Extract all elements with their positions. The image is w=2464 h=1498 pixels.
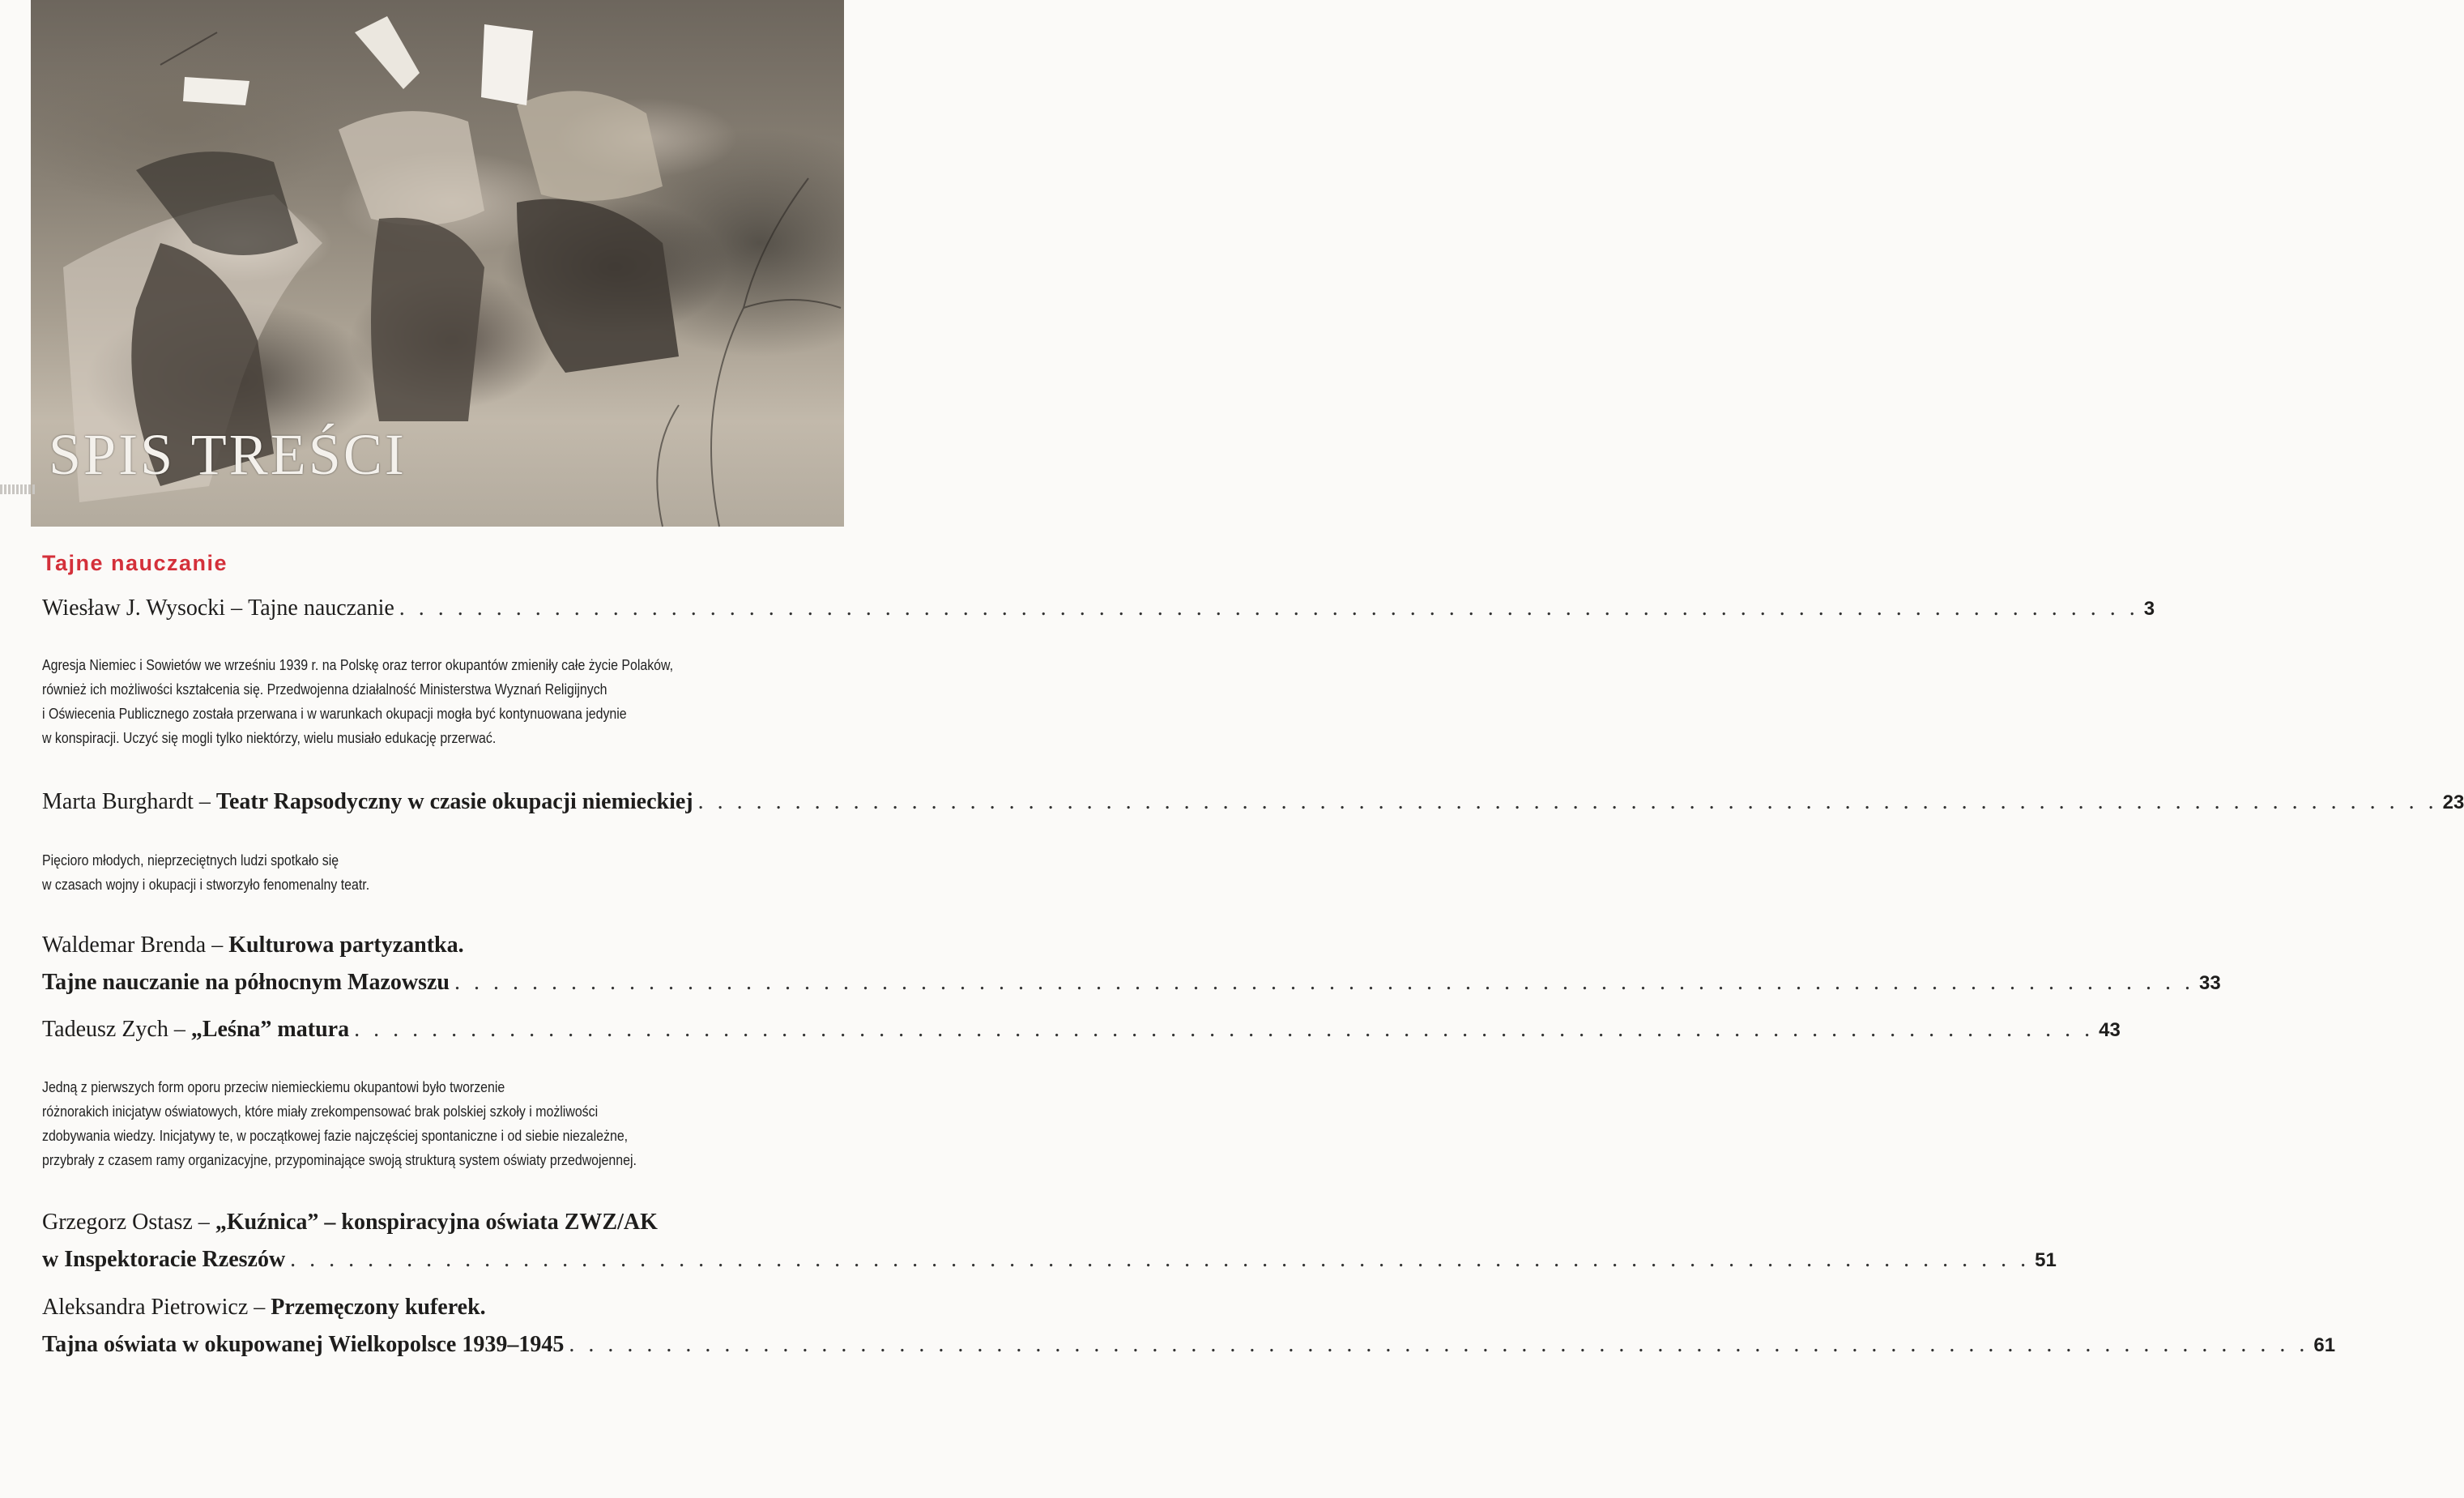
- header-photo: [31, 0, 844, 527]
- edge-scan-mark: [0, 484, 36, 494]
- description-line: i Oświecenia Publicznego została przerwana i w warunkach okupacji mogła być kontynuowana jedynie: [42, 705, 627, 722]
- entry-title: Kulturowa partyzantka.: [228, 933, 464, 958]
- entry-leader: . . . . . . . . . . . . . . . . . . . . . . . . . . . . . . . . . . . . . . . . . . . . . . . . . . . . . . . . . . . . . . . . . . . . . . . . . . . . . . . . . . . . . . . . . .: [399, 595, 2139, 621]
- entry-title: Tajne nauczanie: [248, 595, 394, 621]
- toc-entry-ostasz-line2[interactable]: [42, 1246, 2057, 1274]
- toc-entry-brenda-line2[interactable]: [42, 969, 2221, 997]
- entry-author: Marta Burghardt –: [42, 789, 211, 814]
- entry-author: Tadeusz Zych –: [42, 1017, 185, 1042]
- toc-entry-wysocki[interactable]: [42, 595, 2155, 623]
- page-title: SPIS TREŚCI: [49, 422, 407, 487]
- entry-page-number: 43: [2099, 1019, 2121, 1041]
- entry-page-number: 33: [2199, 972, 2221, 994]
- entry-page-number: 51: [2035, 1249, 2057, 1271]
- entry-leader: . . . . . . . . . . . . . . . . . . . . . . . . . . . . . . . . . . . . . . . . . . . . . . . . . . . . . . . . . . . . . . . . . . . . . . . . . . . . . . . . . . . . . . . . . .: [454, 970, 2195, 995]
- section-heading: Tajne nauczanie: [42, 551, 228, 575]
- toc-entry-pietrowicz-line2[interactable]: [42, 1331, 2336, 1359]
- toc-entry-burghardt[interactable]: [42, 788, 2464, 817]
- entry-title: Tajne nauczanie na północnym Mazowszu: [42, 970, 450, 995]
- description-line: Agresja Niemiec i Sowietów we wrześniu 1939 r. na Polskę oraz terror okupantów zmieniły całe życie Polaków,: [42, 656, 674, 673]
- description-line: przybrały z czasem ramy organizacyjne, przypominające swoją strukturą system oświaty przedwojennej.: [42, 1151, 637, 1168]
- entry-page-number: 23: [2442, 792, 2464, 813]
- description-line: różnorakich inicjatyw oświatowych, które miały zrekompensować brak polskiej szkoły i możliwości: [42, 1103, 599, 1120]
- description-line: w czasach wojny i okupacji i stworzyło fenomenalny teatr.: [42, 876, 370, 893]
- toc-entry-brenda-line1[interactable]: [42, 932, 833, 959]
- entry-description: [42, 848, 822, 897]
- description-line: Jedną z pierwszych form oporu przeciw niemieckiemu okupantowi było tworzenie: [42, 1078, 505, 1095]
- entry-description: [42, 653, 822, 750]
- entry-page-number: 3: [2143, 598, 2155, 620]
- entry-title: „Leśna” matura: [190, 1017, 350, 1042]
- entry-leader: . . . . . . . . . . . . . . . . . . . . . . . . . . . . . . . . . . . . . . . . . . . . . . . . . . . . . . . . . . . . . . . . . . . . . . . . . . . . . . . . . . . . . . . . . .: [290, 1247, 2031, 1272]
- entry-title: Przemęczony kuferek.: [271, 1295, 486, 1320]
- description-line: w konspiracji. Uczyć się mogli tylko niektórzy, wielu musiało edukację przerwać.: [42, 729, 497, 746]
- entry-leader: . . . . . . . . . . . . . . . . . . . . . . . . . . . . . . . . . . . . . . . . . . . . . . . . . . . . . . . . . . . . . . . . . . . . . . . . . . . . . . . . . . . . . . . . . .: [354, 1017, 2095, 1042]
- toc-entry-zych[interactable]: [42, 1016, 2121, 1044]
- entry-description: [42, 1075, 822, 1172]
- entry-author: Waldemar Brenda –: [42, 933, 224, 958]
- description-line: zdobywania wiedzy. Inicjatywy te, w początkowej fazie najczęściej spontaniczne i od siebie niezależne,: [42, 1127, 629, 1144]
- entry-title: Tajna oświata w okupowanej Wielkopolsce 1939–1945: [42, 1332, 565, 1357]
- toc-entry-pietrowicz-line1[interactable]: [42, 1294, 833, 1321]
- description-line: Pięcioro młodych, nieprzeciętnych ludzi spotkało się: [42, 851, 339, 868]
- entry-author: Grzegorz Ostasz –: [42, 1210, 210, 1235]
- entry-author: Wiesław J. Wysocki –: [42, 595, 243, 621]
- entry-author: Aleksandra Pietrowicz –: [42, 1295, 266, 1320]
- toc-entry-ostasz-line1[interactable]: [42, 1209, 833, 1236]
- entry-leader: . . . . . . . . . . . . . . . . . . . . . . . . . . . . . . . . . . . . . . . . . . . . . . . . . . . . . . . . . . . . . . . . . . . . . . . . . . . . . . . . . . . . . . . . . .: [569, 1332, 2309, 1357]
- entry-page-number: 61: [2313, 1334, 2336, 1356]
- entry-title: w Inspektoracie Rzeszów: [42, 1247, 286, 1272]
- entry-title: Teatr Rapsodyczny w czasie okupacji niemieckiej: [215, 789, 693, 814]
- entry-leader: . . . . . . . . . . . . . . . . . . . . . . . . . . . . . . . . . . . . . . . . . . . . . . . . . . . . . . . . . . . . . . . . . . . . . . . . . . . . . . . . . . . . . . . . . .: [697, 789, 2438, 814]
- description-line: również ich możliwości kształcenia się. Przedwojenna działalność Ministerstwa Wyznań Religijnych: [42, 681, 607, 698]
- entry-title: „Kuźnica” – konspiracyjna oświata ZWZ/AK: [215, 1210, 658, 1235]
